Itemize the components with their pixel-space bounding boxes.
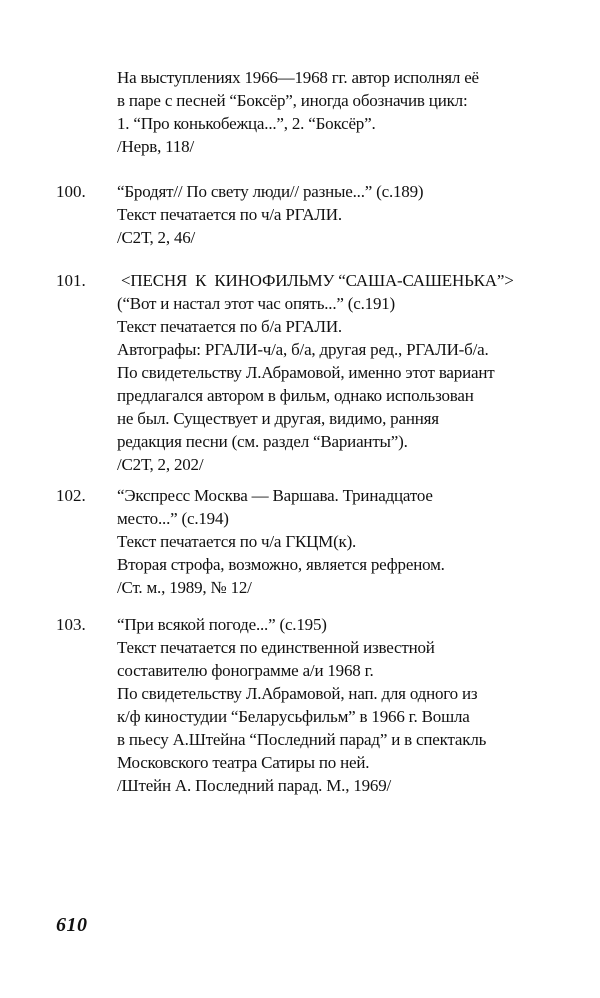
- entry-line: “Экспресс Москва — Варшава. Тринадцатое: [117, 486, 433, 505]
- entry-line: /С2Т, 2, 202/: [117, 455, 204, 474]
- page-number: 610: [56, 914, 88, 936]
- entry-line: Московского театра Сатиры по ней.: [117, 753, 370, 772]
- intro-line: в паре с песней “Боксёр”, иногда обозначив цикл:: [117, 91, 468, 110]
- entry-body: [117, 180, 423, 249]
- entry-line: Текст печатается по ч/а ГКЦМ(к).: [117, 532, 357, 551]
- entry-line: не был. Существует и другая, видимо, ранняя: [117, 409, 439, 428]
- entry-line: /С2Т, 2, 46/: [117, 228, 196, 247]
- entry-line: По свидетельству Л.Абрамовой, именно этот вариант: [117, 363, 495, 382]
- entry-line: По свидетельству Л.Абрамовой, нап. для одного из: [117, 684, 478, 703]
- entry-line: составителю фонограмме а/и 1968 г.: [117, 661, 374, 680]
- entry-line: Автографы: РГАЛИ-ч/а, б/а, другая ред., РГАЛИ-б/а.: [117, 340, 489, 359]
- entry-body: [117, 613, 486, 797]
- entry-line: Текст печатается по единственной известной: [117, 638, 435, 657]
- intro-line: На выступлениях 1966—1968 гг. автор исполнял её: [117, 68, 479, 87]
- entry-body: [117, 269, 514, 476]
- entry-number: 103.: [56, 615, 86, 634]
- entry-line: /Ст. м., 1989, № 12/: [117, 578, 252, 597]
- entry-line: (“Вот и настал этот час опять...” (с.191): [117, 294, 396, 313]
- entry-line: Вторая строфа, возможно, является рефреном.: [117, 555, 445, 574]
- intro-paragraph: [117, 66, 479, 158]
- entry-heading-line: <ПЕСНЯ К КИНОФИЛЬМУ “САША-САШЕНЬКА”>: [117, 271, 514, 290]
- entry-number: 102.: [56, 486, 86, 505]
- entry-number: 101.: [56, 271, 86, 290]
- entry-body: [117, 484, 445, 599]
- entry-line: /Штейн А. Последний парад. М., 1969/: [117, 776, 392, 795]
- entry-line: предлагался автором в фильм, однако использован: [117, 386, 474, 405]
- entry-line: редакция песни (см. раздел “Варианты”).: [117, 432, 408, 451]
- intro-line: /Нерв, 118/: [117, 137, 194, 156]
- entry-line: “Бродят// По свету люди// разные...” (с.189): [117, 182, 424, 201]
- entry-line: “При всякой погоде...” (с.195): [117, 615, 327, 634]
- entry-line: к/ф киностудии “Беларусьфильм” в 1966 г. Вошла: [117, 707, 470, 726]
- intro-line: 1. “Про конькобежца...”, 2. “Боксёр”.: [117, 114, 376, 133]
- entry-line: Текст печатается по б/а РГАЛИ.: [117, 317, 342, 336]
- entry-line: место...” (с.194): [117, 509, 229, 528]
- entry-line: Текст печатается по ч/а РГАЛИ.: [117, 205, 342, 224]
- entry-number: 100.: [56, 182, 86, 201]
- entry-line: в пьесу А.Штейна “Последний парад” и в спектакль: [117, 730, 487, 749]
